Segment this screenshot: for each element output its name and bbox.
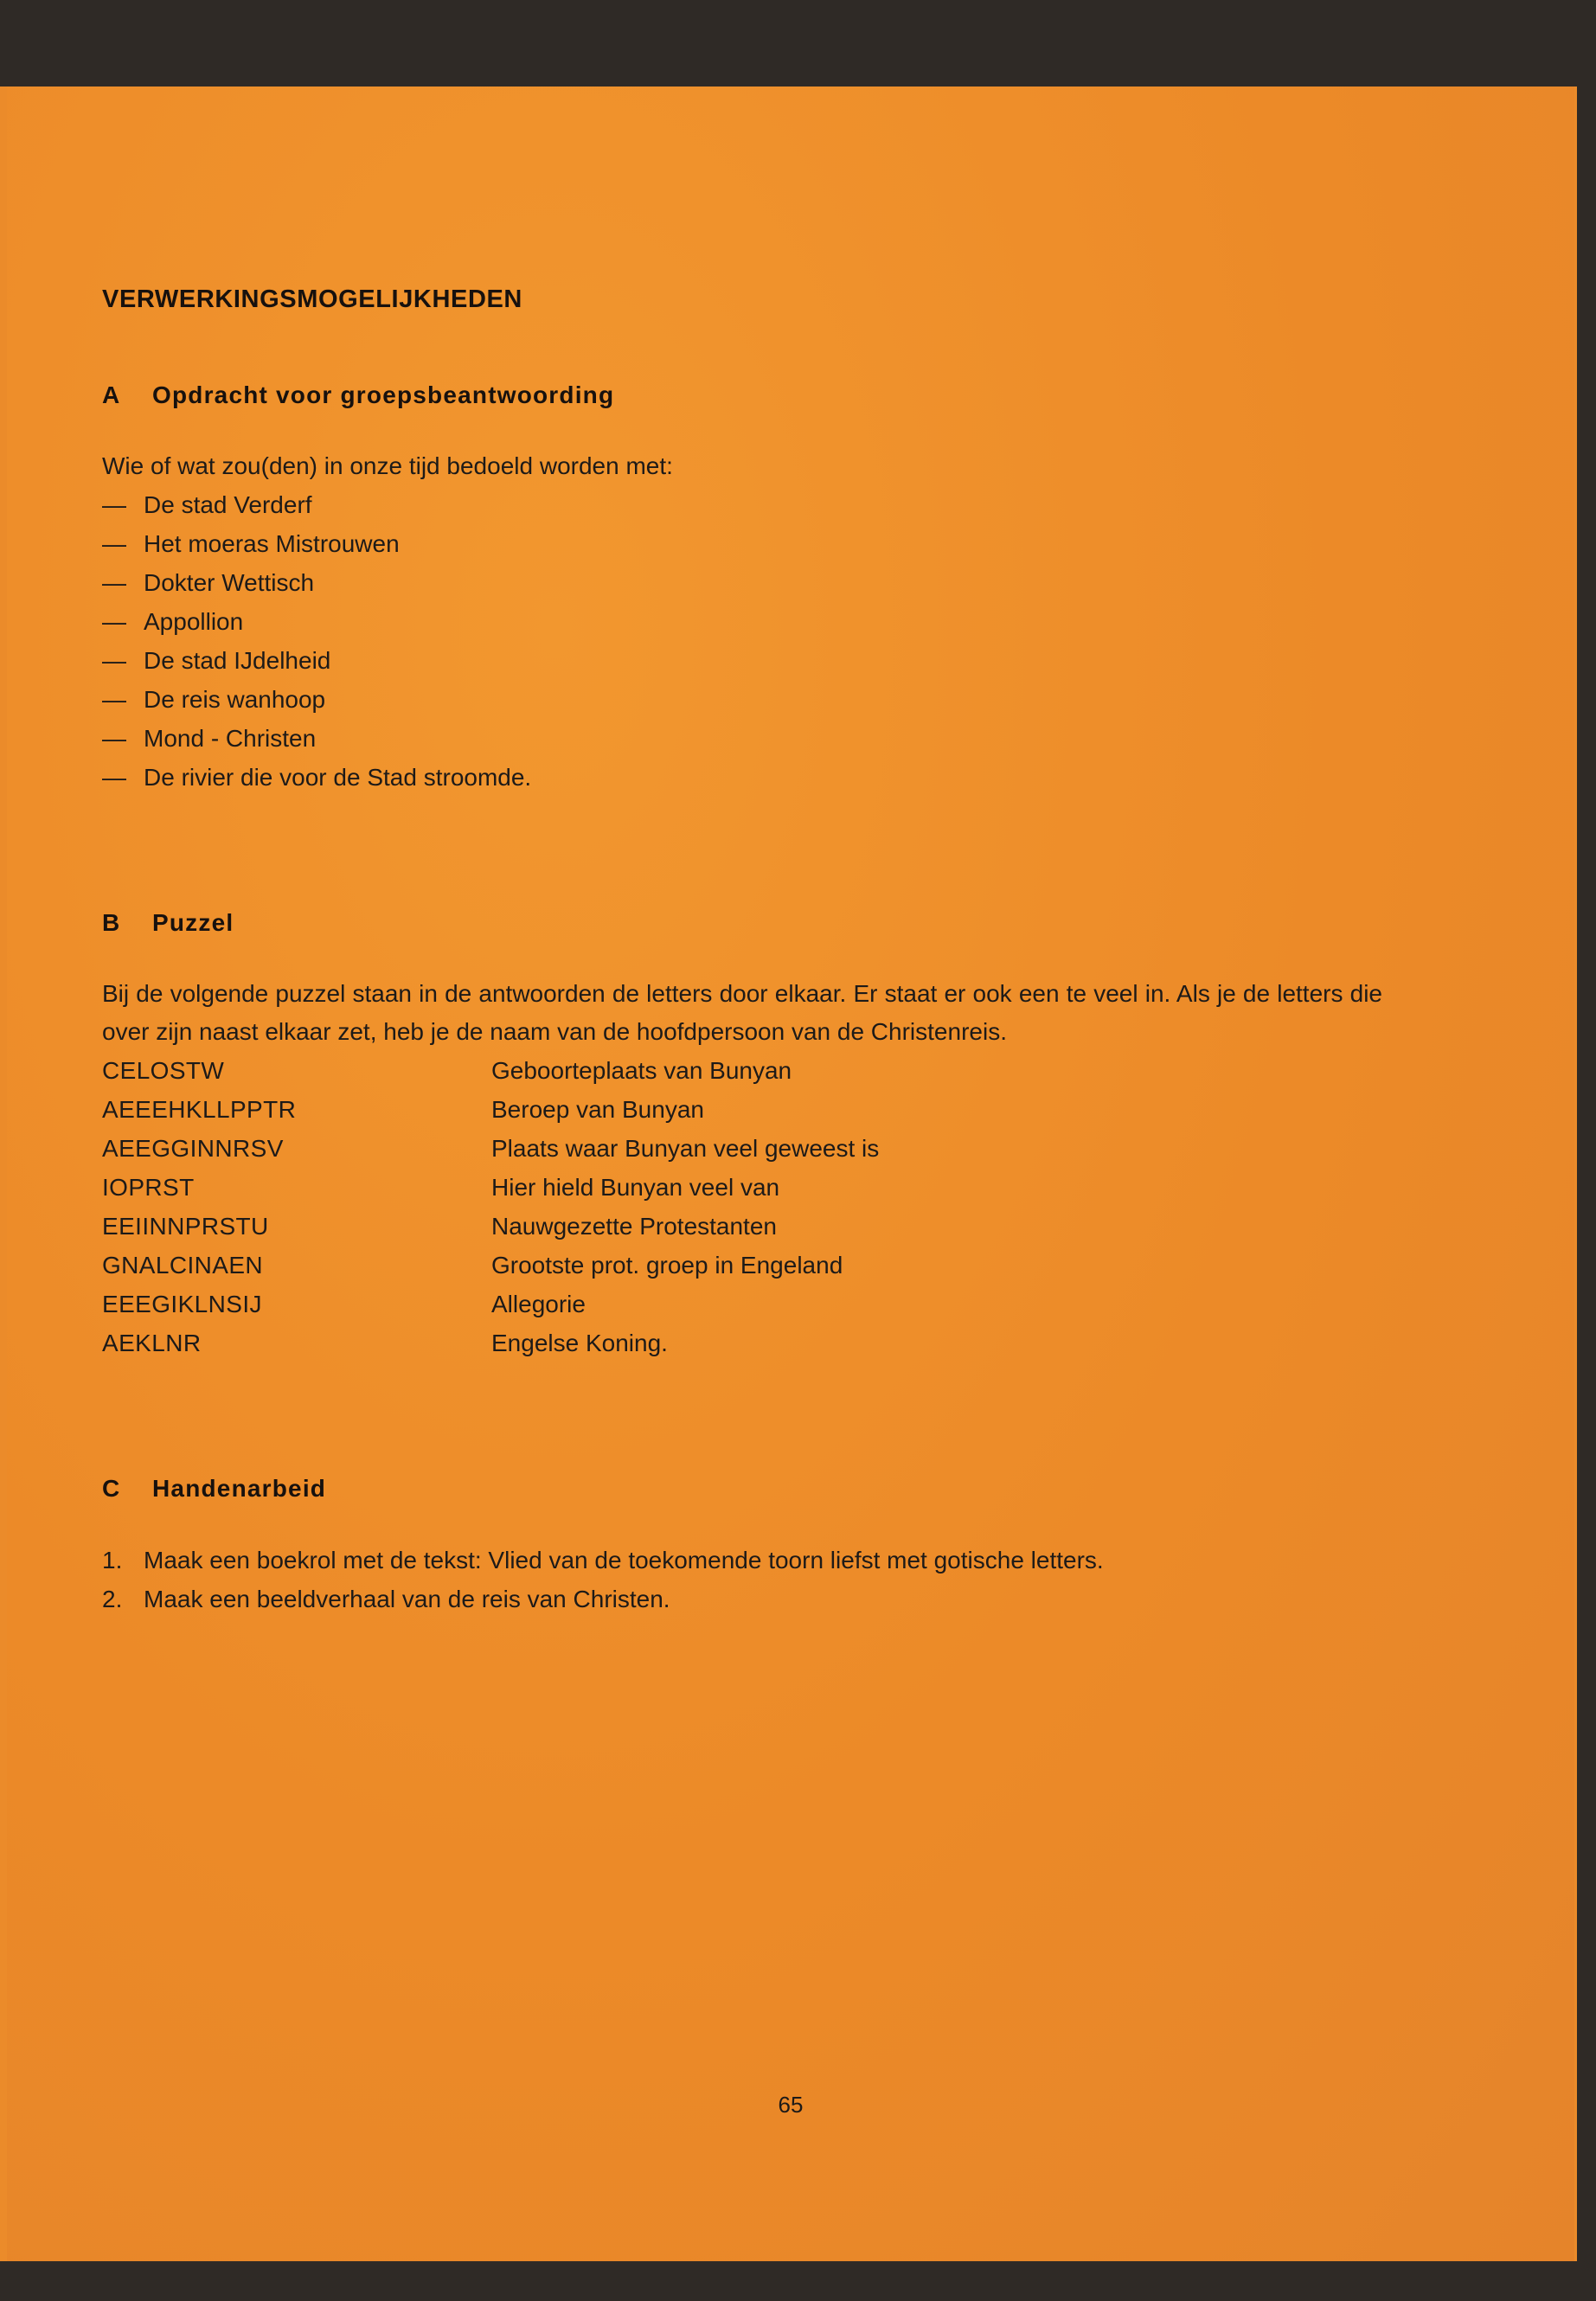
list-item-label: Maak een boekrol met de tekst: Vlied van de toekomende toorn liefst met gotische letters.: [144, 1547, 1104, 1574]
table-row: [102, 1285, 1054, 1324]
puzzle-code: AEEEHKLLPPTR: [102, 1096, 297, 1123]
dash-icon: —: [102, 491, 126, 518]
list-item: [102, 641, 1382, 680]
section-b: [102, 909, 1382, 1362]
scan-edge-right: [1577, 0, 1596, 2301]
list-item: [102, 1580, 1382, 1618]
puzzle-code: EEIINNPRSTU: [102, 1213, 269, 1240]
table-row: [102, 1207, 1054, 1246]
table-row: [102, 1246, 1054, 1285]
list-item-number: 1.: [102, 1547, 123, 1574]
list-item-label: De stad IJdelheid: [144, 647, 331, 674]
section-b-intro: Bij de volgende puzzel staan in de antwoorden de letters door elkaar. Er staat er ook een te veel in. Als je de letters die over zijn naast elkaar zet, heb je de naam van de hoofdpersoon van de Christenreis.: [102, 980, 1382, 1045]
list-item-label: De rivier die voor de Stad stroomde.: [144, 764, 532, 791]
page-sheet: [7, 87, 1574, 2261]
page-content: [102, 285, 1382, 1627]
puzzle-code: GNALCINAEN: [102, 1252, 264, 1279]
section-a-heading-text: Opdracht voor groepsbeantwoording: [152, 381, 615, 408]
section-a-intro: Wie of wat zou(den) in onze tijd bedoeld worden met:: [102, 452, 673, 479]
table-row: [102, 1090, 1054, 1129]
dash-icon: —: [102, 686, 126, 713]
table-row: [102, 1129, 1054, 1168]
dash-icon: —: [102, 725, 126, 752]
table-row: [102, 1324, 1054, 1362]
list-item-label: Het moeras Mistrouwen: [144, 530, 400, 557]
section-c-list: [102, 1541, 1382, 1618]
puzzle-table: [102, 1051, 1054, 1362]
puzzle-clue: Geboorteplaats van Bunyan: [491, 1057, 792, 1084]
puzzle-clue: Hier hield Bunyan veel van: [491, 1174, 780, 1201]
table-row: [102, 1051, 1054, 1090]
list-item: [102, 758, 1382, 797]
list-item: [102, 524, 1382, 563]
dash-icon: —: [102, 569, 126, 596]
list-item: [102, 602, 1382, 641]
spacer: [102, 1371, 1382, 1475]
puzzle-clue: Beroep van Bunyan: [491, 1096, 704, 1123]
list-item: [102, 563, 1382, 602]
puzzle-clue: Plaats waar Bunyan veel geweest is: [491, 1135, 880, 1162]
puzzle-code: AEEGGINNRSV: [102, 1135, 284, 1162]
page-number: 65: [778, 2092, 804, 2118]
section-b-heading-text: Puzzel: [152, 909, 234, 936]
list-item: [102, 1541, 1382, 1580]
section-c-heading-text: Handenarbeid: [152, 1475, 327, 1502]
dash-icon: —: [102, 608, 126, 635]
list-item-number: 2.: [102, 1586, 123, 1612]
puzzle-code: EEEGIKLNSIJ: [102, 1291, 262, 1317]
page-title: VERWERKINGSMOGELIJKHEDEN: [102, 285, 522, 313]
list-item-label: De reis wanhoop: [144, 686, 326, 713]
list-item-label: Maak een beeldverhaal van de reis van Christen.: [144, 1586, 670, 1612]
list-item: [102, 680, 1382, 719]
table-row: [102, 1168, 1054, 1207]
section-a-letter: A: [102, 381, 121, 408]
section-b-letter: B: [102, 909, 121, 936]
dash-icon: —: [102, 647, 126, 674]
dash-icon: —: [102, 530, 126, 557]
list-item-label: De stad Verderf: [144, 491, 312, 518]
section-a-heading: [102, 381, 1382, 409]
puzzle-code: IOPRST: [102, 1174, 195, 1201]
scan-edge-top: [0, 0, 1596, 87]
scan-edge-bottom: [0, 2261, 1596, 2301]
puzzle-clue: Nauwgezette Protestanten: [491, 1213, 777, 1240]
list-item: [102, 485, 1382, 524]
puzzle-code: AEKLNR: [102, 1330, 202, 1356]
spacer: [102, 805, 1382, 909]
section-a: [102, 381, 1382, 797]
dash-icon: —: [102, 764, 126, 791]
section-a-list: [102, 485, 1382, 797]
puzzle-clue: Engelse Koning.: [491, 1330, 668, 1356]
puzzle-clue: Allegorie: [491, 1291, 586, 1317]
section-c: [102, 1475, 1382, 1618]
section-b-heading: [102, 909, 1382, 937]
puzzle-clue: Grootste prot. groep in Engeland: [491, 1252, 843, 1279]
list-item-label: Appollion: [144, 608, 244, 635]
list-item-label: Dokter Wettisch: [144, 569, 315, 596]
puzzle-code: CELOSTW: [102, 1057, 225, 1084]
list-item: [102, 719, 1382, 758]
section-c-heading: [102, 1475, 1382, 1503]
section-c-letter: C: [102, 1475, 121, 1502]
list-item-label: Mond - Christen: [144, 725, 317, 752]
